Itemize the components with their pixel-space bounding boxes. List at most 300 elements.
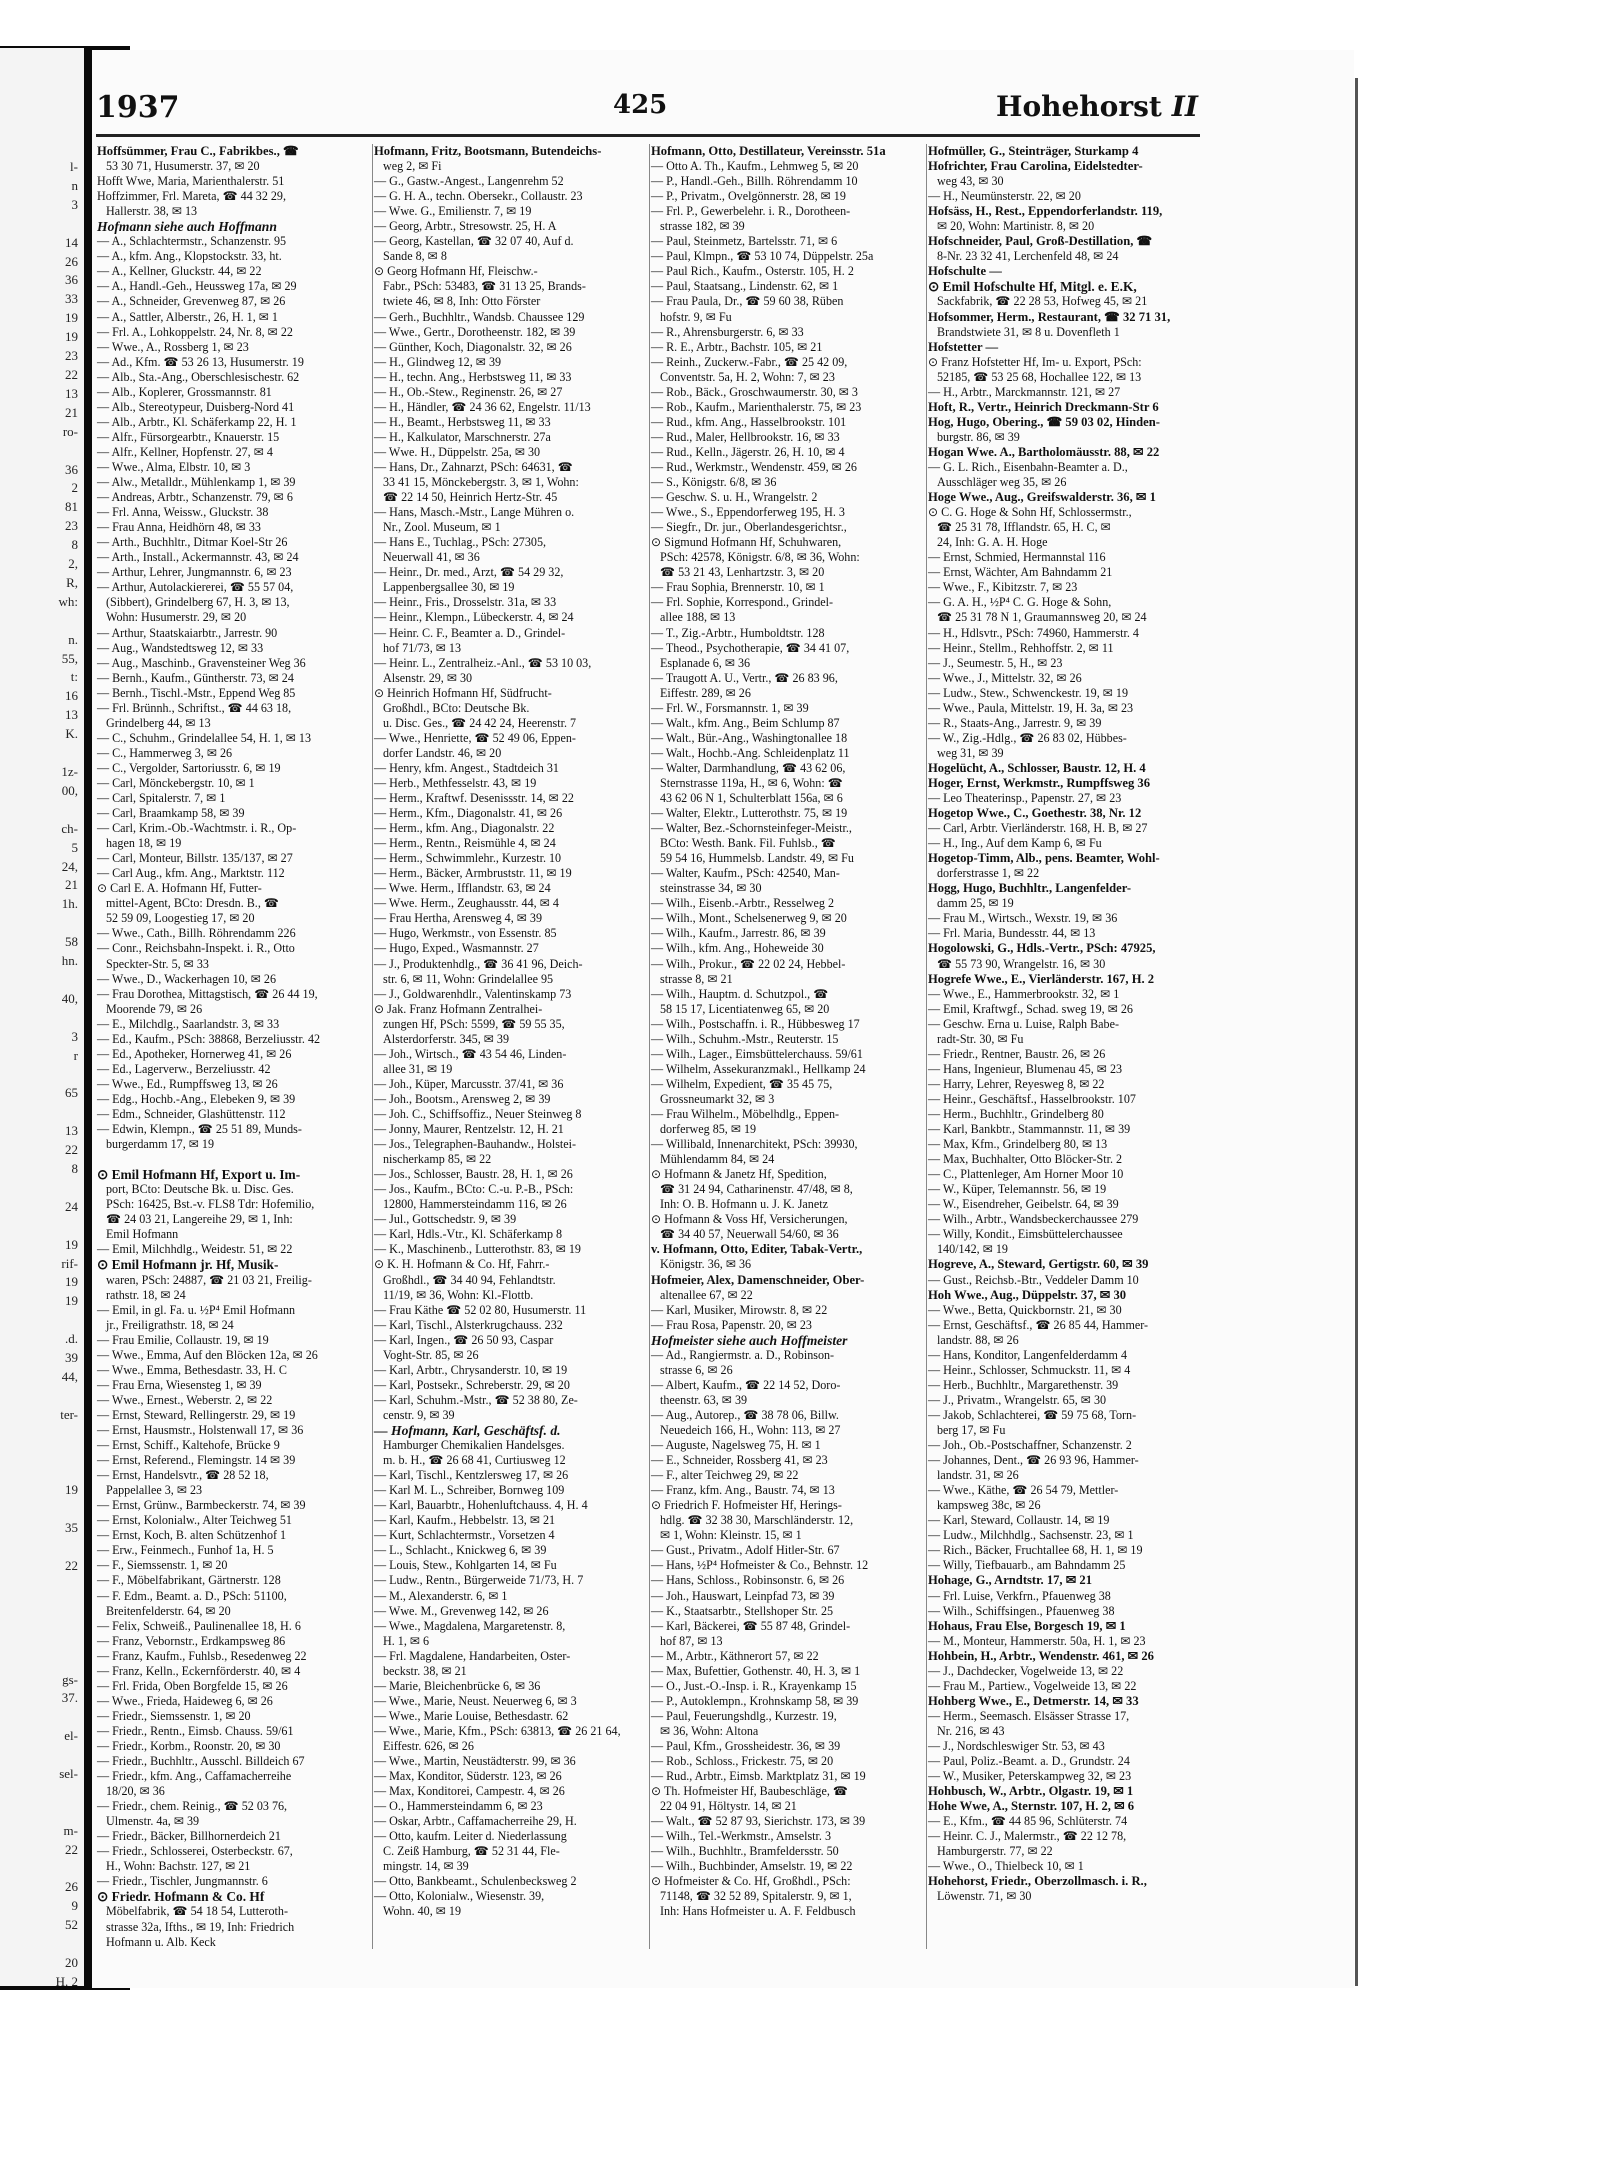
directory-entry-line: — Max, Konditor, Süderstr. 123, ✉ 26 [374, 1769, 562, 1784]
directory-entry-line: — Alfr., Kellner, Hopfenstr. 27, ✉ 4 [97, 444, 273, 459]
directory-entry-line: landstr. 88, ✉ 26 [937, 1332, 1019, 1347]
directory-entry-line: — Friedr., chem. Reinig., ☎ 52 03 76, [97, 1799, 288, 1814]
directory-entry-line: BCto: Westh. Bank. Fil. Fuhlsb., ☎ [660, 836, 836, 851]
directory-entry-line: dorferweg 85, ✉ 19 [660, 1122, 757, 1137]
directory-entry-line: — Max, Kfm., Grindelberg 80, ✉ 13 [928, 1137, 1108, 1152]
directory-entry-line: Hohe Wwe, A., Sternstr. 107, H. 2, ✉ 6 [928, 1799, 1135, 1814]
directory-entry-line: str. 6, ✉ 11, Wohn: Grindelallee 95 [383, 971, 554, 986]
directory-entry-line: — Ludw., Stew., Schwenckestr. 19, ✉ 19 [928, 685, 1129, 700]
directory-entry-line: — Otto, Kolonialw., Wiesenstr. 39, [374, 1889, 545, 1904]
directory-entry-line: — Heinr. C. J., Malermstr., ☎ 22 12 78, [928, 1829, 1127, 1844]
directory-entry-line: — Herm., Kfm., Diagonalstr. 41, ✉ 26 [374, 806, 563, 821]
directory-entry-line: — A., kfm. Ang., Klopstockstr. 33, ht. [97, 249, 282, 264]
directory-entry-line: — H., Hdlsvtr., PSch: 74960, Hammerstr. 4 [928, 625, 1139, 640]
directory-entry-line: theenstr. 63, ✉ 39 [660, 1392, 748, 1407]
directory-entry-line: Sackfabrik, ☎ 22 28 53, Hofweg 45, ✉ 21 [937, 294, 1148, 309]
directory-entry-line: hof 87, ✉ 13 [660, 1633, 723, 1648]
directory-entry-line: — Carl, Spitalerstr. 7, ✉ 1 [97, 791, 226, 806]
directory-entry-line: ⊙ Emil Hofschulte Hf, Mitgl. e. E.K, [928, 279, 1137, 295]
directory-entry-line: — Hans E., Tuchlag., PSch: 27305, [374, 535, 547, 550]
directory-entry-line: — Frl. Sophie, Korrespond., Grindel- [651, 595, 834, 610]
directory-entry-line: — Wwe., Cath., Billh. Röhrendamm 226 [97, 926, 296, 941]
directory-entry-line: — Heinr., Dr. med., Arzt, ☎ 54 29 32, [374, 565, 564, 580]
directory-entry-line: — Herb., Buchhltr., Margarethenstr. 39 [928, 1377, 1119, 1392]
directory-entry-line: Hofmeier, Alex, Damenschneider, Ober- [651, 1272, 865, 1287]
directory-entry-line: ☎ 25 31 78, Ifflandstr. 65, H. C, ✉ [937, 520, 1111, 535]
directory-entry-line: — H., Beamt., Herbstsweg 11, ✉ 33 [374, 414, 551, 429]
page-header [96, 86, 1200, 137]
directory-entry-line: — Wwe., S., Eppendorferweg 195, H. 3 [651, 505, 845, 520]
directory-entry-line: — Alfr., Fürsorgearbtr., Knauerstr. 15 [97, 429, 280, 444]
directory-entry-line: Neuerwall 41, ✉ 36 [383, 550, 480, 565]
directory-entry-line: — J., Goldwarenhdlr., Valentinskamp 73 [374, 986, 572, 1001]
directory-entry-line: port, BCto: Deutsche Bk. u. Disc. Ges. [106, 1182, 294, 1197]
directory-entry-line: ✉ 20, Wohn: Martinistr. 8, ✉ 20 [937, 219, 1095, 234]
directory-entry-line: — Wwe., Emma, Bethesdastr. 33, H. C [97, 1362, 287, 1377]
directory-entry-line: censtr. 9, ✉ 39 [383, 1407, 455, 1422]
directory-entry-line: — Wilh., Prokur., ☎ 22 02 24, Hebbel- [651, 956, 846, 971]
directory-entry-line: — Ed., Kaufm., PSch: 38868, Berzeliusstr. 42 [97, 1031, 321, 1046]
directory-entry-line: — Ernst, Steward, Rellingerstr. 29, ✉ 19 [97, 1407, 296, 1422]
directory-entry-line: — Arthur, Autolackiererei, ☎ 55 57 04, [97, 580, 294, 595]
directory-entry-line: — Wilh., Buchbinder, Amselstr. 19, ✉ 22 [651, 1859, 853, 1874]
directory-entry-line: — P., Privatm., Ovelgönnerstr. 28, ✉ 19 [651, 189, 846, 204]
directory-entry-line: Wohn: Husumerstr. 29, ✉ 20 [106, 610, 247, 625]
directory-entry-line: — Theod., Psychotherapie, ☎ 34 41 07, [651, 640, 850, 655]
directory-entry-line: — G. H. A., techn. Obersekr., Collaustr. 23 [374, 189, 583, 204]
directory-entry-line: PSch: 16425, Bst.-v. FLS8 Tdr: Hofemilio, [106, 1197, 315, 1212]
directory-entry-line: Fabr., PSch: 53483, ☎ 31 13 25, Brands- [383, 279, 586, 294]
directory-entry-line: — Karl, Bauarbtr., Hohenluftchauss. 4, H. 4 [374, 1498, 588, 1513]
directory-entry-line: — Wwe. G., Emilienstr. 7, ✉ 19 [374, 204, 532, 219]
directory-entry-line: waren, PSch: 24887, ☎ 21 03 21, Freilig- [106, 1272, 312, 1287]
directory-entry-line: — Henry, kfm. Angest., Stadtdeich 31 [374, 760, 559, 775]
directory-entry-line: — Frau Wilhelm., Möbelhdlg., Eppen- [651, 1107, 840, 1121]
directory-entry-line: — Rud., Kelln., Jägerstr. 26, H. 10, ✉ 4 [651, 444, 845, 459]
directory-entry-line: — Karl, Arbtr., Chrysanderstr. 10, ✉ 19 [374, 1362, 568, 1377]
directory-entry-line: — Rud., Maler, Hellbrookstr. 16, ✉ 33 [651, 429, 840, 444]
previous-page-fragment [0, 48, 84, 1989]
directory-entry-line: — Karl, Schuhm.-Mstr., ☎ 52 38 80, Ze- [374, 1392, 578, 1407]
directory-entry-line: — Wwe., Alma, Elbstr. 10, ✉ 3 [97, 459, 251, 474]
directory-entry-line: — Herb., Methfesselstr. 43, ✉ 19 [374, 775, 537, 790]
directory-entry-line: — O., Just.-O.-Insp. i. R., Krayenkamp 15 [651, 1678, 857, 1693]
directory-entry-line: beckstr. 38, ✉ 21 [383, 1663, 467, 1678]
directory-entry-line: — W., Küper, Telemannstr. 56, ✉ 19 [928, 1182, 1107, 1197]
directory-entry-line: Sande 8, ✉ 8 [383, 249, 447, 264]
directory-entry-line: Hohaus, Frau Else, Borgesch 19, ✉ 1 [928, 1618, 1126, 1633]
directory-entry-line: — G. A. H., ½P⁴ C. G. Hoge & Sohn, [928, 595, 1112, 610]
directory-entry-line: ⊙ Emil Hofmann Hf, Export u. Im- [97, 1167, 301, 1183]
header-title-suffix: II [1171, 90, 1198, 123]
header-title-text: Hohehorst [996, 90, 1162, 123]
directory-entry-line: — Frau Käthe ☎ 52 02 80, Husumerstr. 11 [374, 1302, 587, 1317]
directory-entry-line: — Karl, Postsekr., Schreberstr. 29, ✉ 20 [374, 1377, 570, 1392]
directory-entry-line: — Frau Paula, Dr., ☎ 59 60 38, Rüben [651, 294, 844, 309]
directory-entry-line: allee 188, ✉ 13 [660, 610, 736, 625]
directory-entry-line: — F., alter Teichweg 29, ✉ 22 [651, 1468, 799, 1483]
directory-entry-line: weg 31, ✉ 39 [937, 745, 1004, 760]
directory-entry-line: — Ad., Kfm. ☎ 53 26 13, Husumerstr. 19 [97, 354, 304, 369]
directory-entry-line: — Ed., Apotheker, Hornerweg 41, ✉ 26 [97, 1046, 292, 1061]
directory-entry-line: — Rob., Schloss., Frickestr. 75, ✉ 20 [651, 1754, 834, 1769]
directory-entry-line: Hohbusch, W., Arbtr., Olgastr. 19, ✉ 1 [928, 1784, 1134, 1799]
directory-entry-line: Hofmeister siehe auch Hoffmeister [651, 1332, 848, 1348]
directory-entry-line: — Albert, Kaufm., ☎ 22 14 52, Doro- [651, 1377, 841, 1392]
directory-entry-line: — Wwe., Betta, Quickbornstr. 21, ✉ 30 [928, 1302, 1122, 1317]
directory-entry-line: — Geschw. S. u. H., Wrangelstr. 2 [651, 490, 818, 505]
directory-entry-line: — Willy, Tiefbauarb., am Bahndamm 25 [928, 1558, 1126, 1573]
directory-entry-line: — M., Arbtr., Käthnerort 57, ✉ 22 [651, 1648, 819, 1663]
directory-entry-line: — Hofmann, Karl, Geschäftsf. d. [374, 1422, 561, 1438]
directory-entry-line: — Reinh., Zuckerw.-Fabr., ☎ 25 42 09, [651, 354, 848, 369]
directory-entry-line: — H., Glindweg 12, ✉ 39 [374, 354, 502, 369]
directory-entry-line: — G. L. Rich., Eisenbahn-Beamter a. D., [928, 459, 1128, 474]
directory-entry-line: dorfer Landstr. 46, ✉ 20 [383, 745, 502, 760]
directory-entry-line: — R. E., Arbtr., Bachstr. 105, ✉ 21 [651, 339, 823, 354]
directory-entry-line: 52 59 09, Loogestieg 17, ✉ 20 [106, 911, 255, 926]
directory-entry-line: — Alb., Arbtr., Kl. Schäferkamp 22, H. 1 [97, 414, 297, 429]
directory-entry-line: radt-Str. 30, ✉ Fu [937, 1031, 1024, 1046]
directory-entry-line: — E., Kfm., ☎ 44 85 96, Schlüterstr. 74 [928, 1814, 1128, 1829]
directory-entry-line: Hofschneider, Paul, Groß-Destillation, ☎ [928, 234, 1153, 249]
directory-entry-line: — Wwe., D., Wackerhagen 10, ✉ 26 [97, 971, 276, 986]
directory-entry-line: — Jul., Gottschedstr. 9, ✉ 39 [374, 1212, 517, 1227]
directory-entry-line: — Wwe., Käthe, ☎ 26 54 79, Mettler- [928, 1483, 1119, 1498]
directory-entry-line: — Ernst, Schmied, Hermannstal 116 [928, 550, 1106, 565]
directory-entry-line: 58 15 17, Licentiatenweg 65, ✉ 20 [660, 1001, 830, 1016]
directory-entry-line: — Friedr., Bäcker, Billhornerdeich 21 [97, 1829, 281, 1844]
directory-entry-line: 22 04 91, Höltystr. 14, ✉ 21 [660, 1799, 797, 1814]
directory-entry-line: Großhdl., BCto: Deutsche Bk. [383, 700, 530, 715]
directory-entry-line: — Wilh., Kaufm., Jarrestr. 86, ✉ 39 [651, 926, 826, 941]
directory-entry-line: — Walt., ☎ 52 87 93, Sierichstr. 173, ✉ 39 [651, 1814, 866, 1829]
directory-entry-line: Emil Hofmann [106, 1227, 179, 1242]
directory-entry-line: — H., Neumünsterstr. 22, ✉ 20 [928, 189, 1081, 204]
directory-entry-line: — Otto, Bankbeamt., Schulenbecksweg 2 [374, 1874, 577, 1889]
directory-entry-line: — A., Schneider, Grevenweg 87, ✉ 26 [97, 294, 286, 309]
directory-entry-line: — E., Schneider, Rossberg 41, ✉ 23 [651, 1453, 828, 1468]
directory-entry-line: — G., Gastw.-Angest., Langenrehm 52 [374, 174, 564, 189]
directory-entry-line: — T., Zig.-Arbtr., Humboldtstr. 128 [651, 625, 825, 640]
directory-entry-line: Hohberg Wwe., E., Detmerstr. 14, ✉ 33 [928, 1693, 1139, 1708]
directory-entry-line: 8-Nr. 23 32 41, Lerchenfeld 48, ✉ 24 [937, 249, 1119, 264]
directory-entry-line: Esplanade 6, ✉ 36 [660, 655, 751, 670]
directory-entry-line: — Louis, Stew., Kohlgarten 14, ✉ Fu [374, 1558, 557, 1573]
directory-entry-line: Grossneumarkt 32, ✉ 3 [660, 1091, 775, 1106]
directory-entry-line: — Wwe., F., Kibitzstr. 7, ✉ 23 [928, 580, 1078, 595]
directory-entry-line: ⊙ Hofmeister & Co. Hf, Großhdl., PSch: [651, 1874, 851, 1889]
directory-entry-line: — Willibald, Innenarchitekt, PSch: 39930, [651, 1137, 858, 1152]
directory-entry-line: hof 71/73, ✉ 13 [383, 640, 461, 655]
directory-entry-line: — Hans, ½P⁴ Hofmeister & Co., Behnstr. 12 [651, 1558, 869, 1573]
directory-entry-line: allee 31, ✉ 19 [383, 1061, 453, 1076]
column-1 [97, 144, 370, 1949]
directory-entry-line: Neuedeich 166, H., Wohn: 113, ✉ 27 [660, 1422, 841, 1437]
directory-entry-line: Hogrefe Wwe., E., Vierländerstr. 167, H. 2 [928, 971, 1155, 986]
directory-entry-line: — Hans, Konditor, Langenfelderdamm 4 [928, 1347, 1128, 1362]
directory-entry-line: — Georg, Kastellan, ☎ 32 07 40, Auf d. [374, 234, 574, 249]
scan-bottom-margin [0, 1990, 1600, 2177]
directory-entry-line: — Alw., Metalldr., Mühlenkamp 1, ✉ 39 [97, 475, 296, 490]
directory-entry-line: — Ernst, Handelsvtr., ☎ 28 52 18, [97, 1468, 269, 1483]
directory-entry-line: — Franz, Vebornstr., Erdkampsweg 86 [97, 1633, 286, 1648]
directory-entry-line: Pappelallee 3, ✉ 23 [106, 1483, 203, 1498]
directory-entry-line: — Paul, Staatsang., Lindenstr. 62, ✉ 1 [651, 279, 839, 294]
directory-entry-line: Lappenbergsallee 30, ✉ 19 [383, 580, 515, 595]
directory-entry-line: — Willy, Kondit., Eimsbüttelerchaussee [928, 1227, 1123, 1242]
directory-entry-line: — M., Monteur, Hammerstr. 50a, H. 1, ✉ 23 [928, 1633, 1146, 1648]
directory-entry-line: — Friedr., Siemssenstr. 1, ✉ 20 [97, 1708, 251, 1723]
directory-entry-line: — Marie, Bleichenbrücke 6, ✉ 36 [374, 1678, 541, 1693]
directory-entry-line: — Otto A. Th., Kaufm., Lehmweg 5, ✉ 20 [651, 159, 859, 174]
directory-entry-line: — Wwe., Ernest., Weberstr. 2, ✉ 22 [97, 1392, 273, 1407]
directory-entry-line: — A., Schlachtermstr., Schanzenstr. 95 [97, 234, 287, 249]
directory-entry-line: — Traugott A. U., Vertr., ☎ 26 83 96, [651, 670, 838, 685]
directory-entry-line: — Joh., Bootsm., Arensweg 2, ✉ 39 [374, 1091, 551, 1106]
directory-entry-line: — Karl, Tischl., Kentzlersweg 17, ✉ 26 [374, 1468, 569, 1483]
header-title [996, 90, 1198, 123]
directory-entry-line: Moorende 79, ✉ 26 [106, 1001, 203, 1016]
directory-entry-line: — H., Ob.-Stew., Reginenstr. 26, ✉ 27 [374, 384, 563, 399]
directory-entry-line: — Carl, Krim.-Ob.-Wachtmstr. i. R., Op- [97, 821, 297, 836]
directory-entry-line: ☎ 34 40 57, Neuerwall 54/60, ✉ 36 [660, 1227, 839, 1242]
directory-entry-line: — Herm., Rentn., Reismühle 4, ✉ 24 [374, 836, 556, 851]
directory-entry-line: Alsenstr. 29, ✉ 30 [383, 670, 473, 685]
directory-entry-line: — Emil, in gl. Fa. u. ½P⁴ Emil Hofmann [97, 1302, 296, 1317]
directory-entry-line: — Arth., Buchhltr., Ditmar Koel-Str 26 [97, 535, 288, 550]
directory-entry-line: — Joh., Hauswart, Leinpfad 73, ✉ 39 [651, 1588, 835, 1603]
directory-entry-line: — Emil, Milchhdlg., Weidestr. 51, ✉ 22 [97, 1242, 293, 1257]
directory-entry-line: — Wwe. H., Düppelstr. 25a, ✉ 30 [374, 444, 541, 459]
directory-entry-line: Hohage, G., Arndtstr. 17, ✉ 21 [928, 1573, 1093, 1588]
directory-entry-line: Hogolowski, G., Hdls.-Vertr., PSch: 47925, [928, 941, 1156, 956]
directory-entry-line: — Hans, Masch.-Mstr., Lange Mühren o. [374, 505, 575, 520]
directory-entry-line: — Frl. Maria, Bundesstr. 44, ✉ 13 [928, 926, 1096, 941]
directory-entry-line: — Wwe., Marie Louise, Bethesdastr. 62 [374, 1708, 569, 1723]
scan-top-margin [0, 0, 1600, 46]
directory-entry-line: — Hugo, Exped., Wasmannstr. 27 [374, 941, 539, 956]
directory-entry-line: — Rud., kfm. Ang., Hasselbrookstr. 101 [651, 414, 847, 429]
directory-entry-line: — Wwe., Paula, Mittelstr. 19, H. 3a, ✉ 23 [928, 700, 1134, 715]
directory-entry-line: Hogetop-Timm, Alb., pens. Beamter, Wohl- [928, 851, 1160, 866]
directory-entry-line: — Kurt, Schlachtermstr., Vorsetzen 4 [374, 1528, 555, 1543]
column-divider [926, 144, 927, 1949]
directory-entry-line: — Frl. Luise, Verkfrn., Pfauenweg 38 [928, 1588, 1111, 1603]
directory-entry-line: — H., techn. Ang., Herbstsweg 11, ✉ 33 [374, 369, 572, 384]
directory-entry-line: — Ernst, Grünw., Barmbeckerstr. 74, ✉ 39 [97, 1498, 306, 1513]
directory-entry-line: — Frl. Brünnh., Schriftst., ☎ 44 63 18, [97, 700, 292, 715]
directory-entry-line: — Alb., Koplerer, Grossmannstr. 81 [97, 384, 272, 399]
directory-entry-line: — C., Vergolder, Sartoriusstr. 6, ✉ 19 [97, 760, 281, 775]
directory-entry-line: — Karl, Bankbtr., Stammannstr. 11, ✉ 39 [928, 1122, 1131, 1137]
directory-entry-line: — H., Händler, ☎ 24 36 62, Engelstr. 11/13 [374, 399, 591, 414]
directory-entry-line: — Karl, Tischl., Alsterkrugchauss. 232 [374, 1317, 563, 1332]
directory-entry-line: burgerdamm 17, ✉ 19 [106, 1137, 214, 1152]
directory-entry-line: dorferstrasse 1, ✉ 22 [937, 866, 1040, 881]
directory-entry-line: ⊙ Franz Hofstetter Hf, Im- u. Export, PSch: [928, 354, 1142, 369]
directory-entry-line: Hofsommer, Herm., Restaurant, ☎ 32 71 31, [928, 309, 1171, 324]
directory-entry-line: Conventstr. 5a, H. 2, Wohn: 7, ✉ 23 [660, 369, 835, 384]
directory-entry-line: — J., Produktenhdlg., ☎ 36 41 96, Deich- [374, 956, 583, 971]
directory-entry-line: Ulmenstr. 4a, ✉ 39 [106, 1814, 200, 1829]
directory-entry-line: — Carl Aug., kfm. Ang., Marktstr. 112 [97, 866, 285, 881]
directory-entry-line: — Wilhelm, Expedient, ☎ 35 45 75, [651, 1076, 833, 1091]
directory-entry-line: — W., Musiker, Peterskampweg 32, ✉ 23 [928, 1769, 1132, 1784]
directory-entry-line: — Erw., Feinmech., Funhof 1a, H. 5 [97, 1543, 274, 1558]
directory-entry-line: — Franz, kfm. Ang., Baustr. 74, ✉ 13 [651, 1483, 835, 1498]
directory-entry-line: Hogg, Hugo, Buchhltr., Langenfelder- [928, 881, 1132, 896]
directory-entry-line: — Wwe., Henriette, ☎ 52 49 06, Eppen- [374, 730, 576, 745]
directory-entry-line: — F. Edm., Beamt. a. D., PSch: 51100, [97, 1588, 287, 1603]
directory-entry-line: — Herm., Kraftwf. Desenissstr. 14, ✉ 22 [374, 791, 574, 806]
directory-entry-line: berg 17, ✉ Fu [937, 1422, 1006, 1437]
directory-entry-line: strasse 32a, Ifths., ✉ 19, Inh: Friedrich [106, 1919, 295, 1934]
directory-entry-line: — Frau Rosa, Papenstr. 20, ✉ 23 [651, 1317, 812, 1332]
directory-entry-line: — Wilh., Arbtr., Wandsbeckerchaussee 279 [928, 1212, 1139, 1227]
column-2 [374, 144, 647, 1949]
directory-entry-line: — Wwe., J., Mittelstr. 32, ✉ 26 [928, 670, 1082, 685]
directory-entry-line: — Joh. C., Schiffsoffiz., Neuer Steinweg 8 [374, 1107, 582, 1121]
directory-entry-line: Hoft, R., Vertr., Heinrich Dreckmann-Str 6 [928, 399, 1159, 414]
directory-entry-line: — Georg, Arbtr., Stresowstr. 25, H. A [374, 219, 557, 234]
directory-columns [97, 144, 1202, 1949]
directory-entry-line: hdlg. ☎ 32 38 30, Marschländerstr. 12, [660, 1513, 854, 1528]
directory-entry-line: — Frau Sophia, Brennerstr. 10, ✉ 1 [651, 580, 825, 595]
directory-entry-line: Hogetop Wwe., C., Goethestr. 38, Nr. 12 [928, 806, 1142, 821]
directory-entry-line: Alsterdorferstr. 345, ✉ 39 [383, 1031, 510, 1046]
directory-entry-line: m. b. H., ☎ 26 68 41, Curtiusweg 12 [383, 1453, 566, 1468]
directory-entry-line: — Heinr., Schlosser, Schmuckstr. 11, ✉ 4 [928, 1362, 1131, 1377]
directory-entry-line: — Ernst, Schiff., Kaltehofe, Brücke 9 [97, 1438, 280, 1453]
directory-entry-line: — Max, Konditorei, Campestr. 4, ✉ 26 [374, 1784, 565, 1799]
directory-entry-line: — Herm., Seemasch. Elsässer Strasse 17, [928, 1708, 1130, 1723]
directory-entry-line: Hallerstr. 38, ✉ 13 [106, 204, 198, 219]
directory-entry-line: jr., Freiligrathstr. 18, ✉ 24 [106, 1317, 234, 1332]
directory-entry-line: — Gust., Reichsb.-Btr., Veddeler Damm 10 [928, 1272, 1139, 1287]
directory-entry-line: Möbelfabrik, ☎ 54 18 54, Lutteroth- [106, 1904, 288, 1919]
directory-entry-line: — Heinr. C. F., Beamter a. D., Grindel- [374, 625, 566, 640]
directory-entry-line: — Bernh., Kaufm., Güntherstr. 73, ✉ 24 [97, 670, 294, 685]
directory-entry-line: — Ludw., Milchhdlg., Sachsenstr. 23, ✉ 1 [928, 1528, 1134, 1543]
directory-entry-line: — Walter, Elektr., Lutterothstr. 75, ✉ 19 [651, 806, 848, 821]
directory-entry-line: — Jos., Kaufm., BCto: C.-u. P.-B., PSch: [374, 1182, 574, 1197]
directory-entry-line: — Wilh., Buchhltr., Bramfeldersstr. 50 [651, 1844, 839, 1859]
directory-entry-line: ⊙ Sigmund Hofmann Hf, Schuhwaren, [651, 535, 842, 550]
directory-entry-line: — L., Schlacht., Knickweg 6, ✉ 39 [374, 1543, 547, 1558]
directory-entry-line: — F., Siemssenstr. 1, ✉ 20 [97, 1558, 228, 1573]
directory-entry-line: — Conr., Reichsbahn-Inspekt. i. R., Otto [97, 941, 295, 956]
directory-entry-line: — Max, Bufettier, Gothenstr. 40, H. 3, ✉ 1 [651, 1663, 861, 1678]
directory-entry-line: — Herm., Bäcker, Armbruststr. 11, ✉ 19 [374, 866, 572, 881]
directory-entry-line: — Leo Theaterinsp., Papenstr. 27, ✉ 23 [928, 791, 1122, 806]
directory-entry-line: — A., Handl.-Geh., Heussweg 17a, ✉ 29 [97, 279, 297, 294]
directory-entry-line: Hofsäss, H., Rest., Eppendorferlandstr. 119, [928, 204, 1163, 219]
directory-entry-line: — Frl. Frida, Oben Borgfelde 15, ✉ 26 [97, 1678, 288, 1693]
column-divider [649, 144, 650, 1949]
directory-entry-line: — Carl, Braamkamp 58, ✉ 39 [97, 806, 245, 821]
directory-entry-line: 24, Inh: G. A. H. Hoge [937, 535, 1048, 550]
directory-entry-line: — Karl, Ingen., ☎ 26 50 93, Caspar [374, 1332, 554, 1347]
directory-entry-line: Hogelücht, A., Schlosser, Baustr. 12, H. 4 [928, 760, 1146, 775]
directory-entry-line: — Joh., Ob.-Postschaffner, Schanzenstr. 2 [928, 1438, 1132, 1453]
directory-entry-line: 71148, ☎ 32 52 89, Spitalerstr. 9, ✉ 1, [660, 1889, 852, 1904]
directory-entry-line: Hohbein, H., Arbtr., Wendenstr. 461, ✉ 26 [928, 1648, 1154, 1663]
directory-entry-line: — Wilh., Mont., Schelsenerweg 9, ✉ 20 [651, 911, 847, 926]
directory-entry-line: — Jonny, Maurer, Rentzelstr. 12, H. 21 [374, 1122, 564, 1137]
directory-entry-line: zungen Hf, PSch: 5599, ☎ 59 55 35, [383, 1016, 565, 1031]
directory-entry-line: — Max, Buchhalter, Otto Blöcker-Str. 2 [928, 1152, 1123, 1167]
directory-entry-line: — Edm., Schneider, Glashüttenstr. 112 [97, 1107, 286, 1121]
directory-entry-line: Nr., Zool. Museum, ✉ 1 [383, 520, 501, 535]
directory-entry-line: Brandstwiete 31, ✉ 8 u. Dovenfleth 1 [937, 324, 1120, 339]
directory-entry-line: Breitenfelderstr. 64, ✉ 20 [106, 1603, 231, 1618]
directory-entry-line: — Walt., kfm. Ang., Beim Schlump 87 [651, 715, 840, 730]
directory-entry-line: — P., Handl.-Geh., Billh. Röhrendamm 10 [651, 174, 858, 189]
directory-entry-line: — C., Hammerweg 3, ✉ 26 [97, 745, 233, 760]
directory-entry-line: — Wwe., Emma, Auf den Blöcken 12a, ✉ 26 [97, 1347, 318, 1362]
directory-entry-line: Inh: O. B. Hofmann u. J. K. Janetz [660, 1197, 828, 1212]
directory-entry-line: — C., Plattenleger, Am Horner Moor 10 [928, 1167, 1124, 1182]
directory-entry-line: Hamburgerstr. 77, ✉ 22 [937, 1844, 1053, 1859]
directory-entry-line: — Walt., Bür.-Ang., Washingtonallee 18 [651, 730, 848, 745]
directory-entry-line: burgstr. 86, ✉ 39 [937, 429, 1020, 444]
directory-entry-line: — H., Ing., Auf dem Kamp 6, ✉ Fu [928, 836, 1102, 851]
directory-entry-line: Hamburger Chemikalien Handelsges. [383, 1438, 565, 1453]
directory-entry-line: — Friedr., Schlosserei, Osterbeckstr. 67, [97, 1844, 293, 1859]
directory-entry-line: — Friedr., Rentn., Eimsb. Chauss. 59/61 [97, 1723, 294, 1738]
directory-entry-line: — Wwe., A., Rossberg 1, ✉ 23 [97, 339, 249, 354]
directory-entry-line: v. Hofmann, Otto, Editer, Tabak-Vertr., [651, 1242, 863, 1257]
directory-entry-line: — Herm., Buchhltr., Grindelberg 80 [928, 1107, 1104, 1121]
header-page-number: 425 [613, 90, 668, 120]
directory-entry-line [97, 1152, 370, 1167]
directory-entry-line: ☎ 24 03 21, Langereihe 29, ✉ 1, Inh: [106, 1212, 293, 1227]
directory-entry-line: — Wwe., Frieda, Haideweg 6, ✉ 26 [97, 1693, 273, 1708]
directory-entry-line: Hohehorst, Friedr., Oberzollmasch. i. R., [928, 1874, 1147, 1889]
directory-entry-line: — Wwe. Herm., Zeughausstr. 44, ✉ 4 [374, 896, 559, 911]
directory-entry-line: — J., Seumestr. 5, H., ✉ 23 [928, 655, 1063, 670]
directory-entry-line: 18/20, ✉ 36 [106, 1784, 165, 1799]
directory-entry-line: — Jos., Schlosser, Baustr. 28, H. 1, ✉ 26 [374, 1167, 573, 1182]
previous-page-text: l- n 3 14 26 36 33 19 19 23 22 13 21 ro- 36 2 81 23 8 2, R, wh: n. 55, t: 16 13 K. 1z- 00, ch- 5 24, 21 1h. 58 hn. 40, 3 r 65 13 22 8 24 19 rif- 19 19 .d. 39 44, ter- 19 35 22 gs- 37. el- sel- m- 22 26 9 52 20 H. 2 [55, 159, 78, 1989]
directory-entry-line: — J., Nordschleswiger Str. 53, ✉ 43 [928, 1738, 1105, 1753]
directory-entry-line: — Friedr., Korbm., Roonstr. 20, ✉ 30 [97, 1738, 281, 1753]
directory-entry-line: — Frl. Magdalene, Handarbeiten, Oster- [374, 1648, 571, 1663]
directory-entry-line: — Edg., Hochb.-Ang., Elebeken 9, ✉ 39 [97, 1091, 296, 1106]
directory-entry-line: Königstr. 36, ✉ 36 [660, 1257, 752, 1272]
directory-entry-line: strasse 6, ✉ 26 [660, 1362, 733, 1377]
directory-entry-line: — Wilh., Postschaffn. i. R., Hübbesweg 17 [651, 1016, 860, 1031]
directory-entry-line: — Aug., Autorep., ☎ 38 78 06, Billw. [651, 1407, 839, 1422]
directory-entry-line: — Friedr., Tischler, Jungmannstr. 6 [97, 1874, 268, 1889]
directory-entry-line: Hoger, Ernst, Werkmstr., Rumpffsweg 36 [928, 775, 1151, 790]
directory-entry-line: — Paul, Poliz.-Beamt. a. D., Grundstr. 24 [928, 1754, 1130, 1769]
directory-entry-line: Hofmüller, G., Steinträger, Sturkamp 4 [928, 144, 1139, 158]
header-year: 1937 [96, 90, 180, 125]
directory-entry-line: — Jakob, Schlachterei, ☎ 59 75 68, Torn- [928, 1407, 1137, 1422]
directory-entry-line: — Carl, Monteur, Billstr. 135/137, ✉ 27 [97, 851, 293, 866]
directory-entry-line: 12800, Hammersteindamm 116, ✉ 26 [383, 1197, 567, 1212]
directory-entry-line: — Gerh., Buchhltr., Wandsb. Chaussee 129 [374, 309, 585, 324]
directory-entry-line: — Wwe. M., Grevenweg 142, ✉ 26 [374, 1603, 549, 1618]
directory-entry-line: — O., Hammersteindamm 6, ✉ 23 [374, 1799, 543, 1814]
directory-entry-line: H. 1, ✉ 6 [383, 1633, 430, 1648]
directory-entry-line: — Herm., kfm. Ang., Diagonalstr. 22 [374, 821, 555, 836]
directory-entry-line: — Walt., Hochb.-Ang. Schleidenplatz 11 [651, 745, 850, 760]
directory-entry-line: ☎ 25 31 78 N 1, Graumannsweg 20, ✉ 24 [937, 610, 1147, 625]
directory-entry-line: — Wilh., kfm. Ang., Hoheweide 30 [651, 941, 824, 956]
